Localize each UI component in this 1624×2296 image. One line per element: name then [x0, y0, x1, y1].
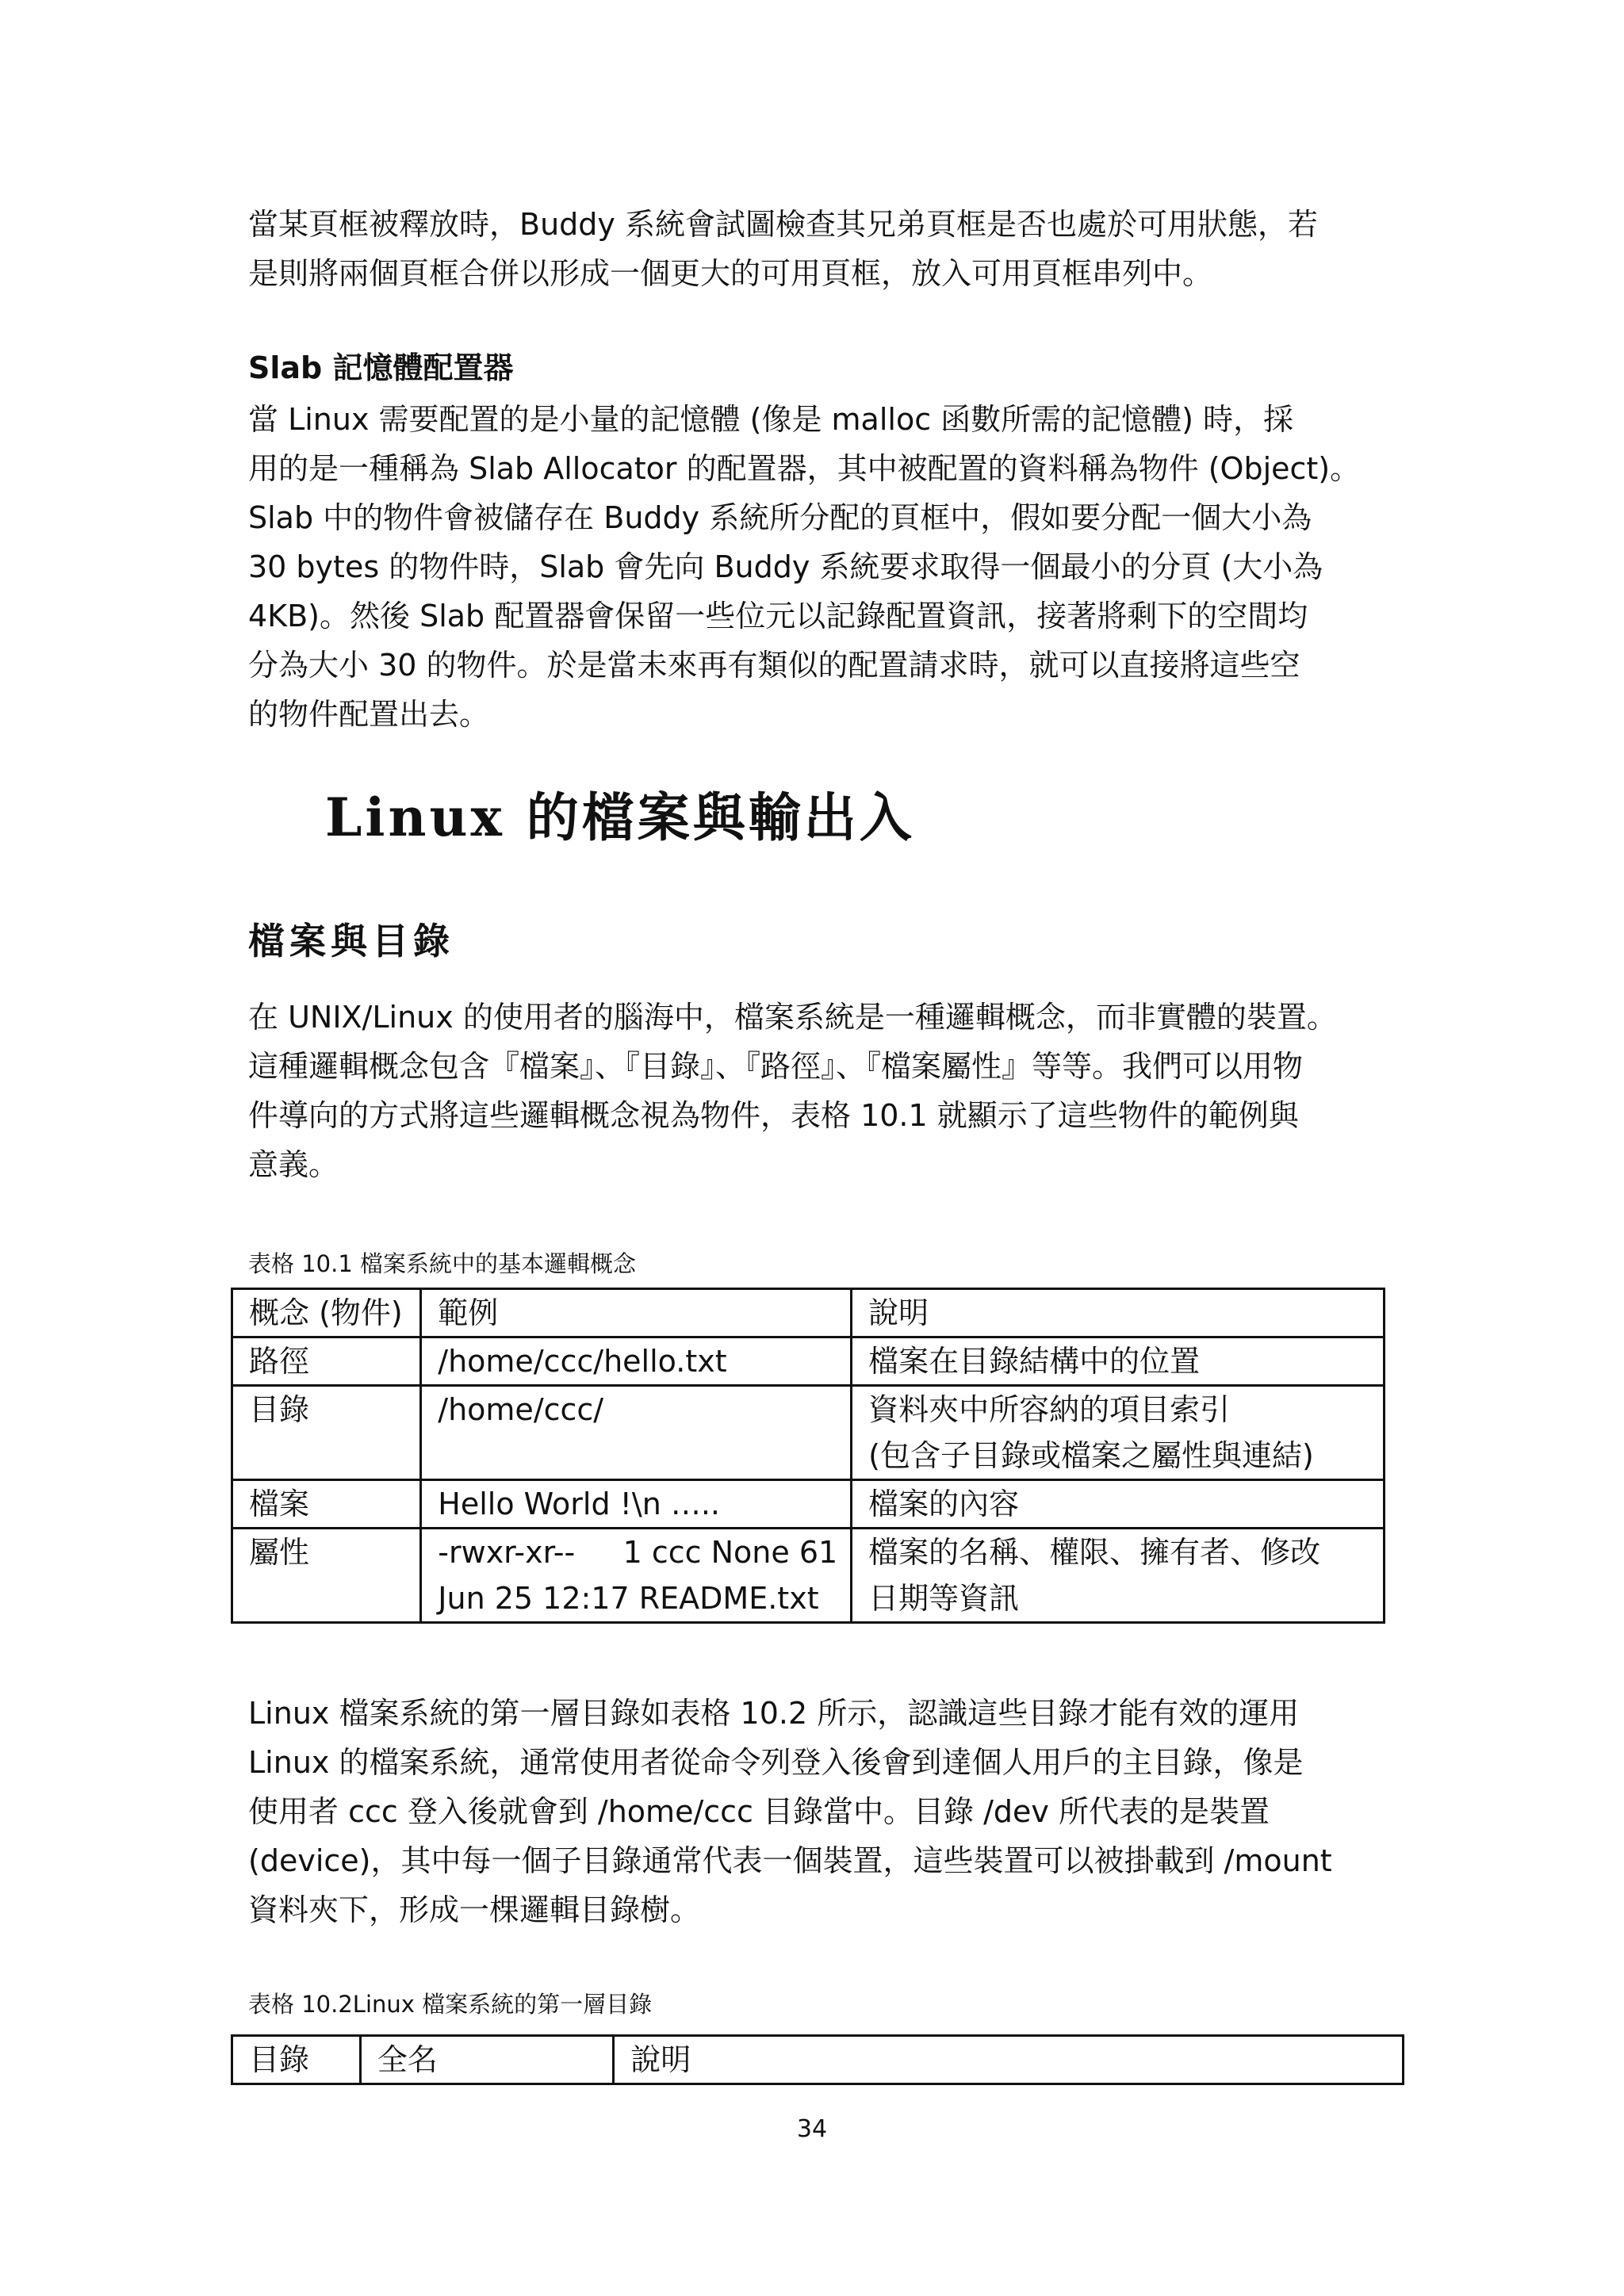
page-number: 34 — [796, 2115, 828, 2143]
description-cell — [852, 1337, 1385, 1386]
table1-caption: 表格 10.1 檔案系統中的基本邏輯概念 — [248, 1250, 637, 1277]
text-line: 4KB)。然後 Slab 配置器會保留一些位元以記錄配置資訊，接著將剩下的空間均 — [248, 599, 1308, 633]
text-line: 當某頁框被釋放時，Buddy 系統會試圖檢查其兄弟頁框是否也處於可用狀態，若 — [248, 207, 1318, 242]
table-header-row — [232, 1289, 1385, 1337]
description-cell — [852, 1480, 1385, 1529]
text-line: 在 UNIX/Linux 的使用者的腦海中，檔案系統是一種邏輯概念，而非實體的裝置。 — [248, 1000, 1337, 1035]
section-title: 檔案與目錄 — [248, 920, 454, 962]
text-line: 資料夾下，形成一棵邏輯目錄樹。 — [248, 1892, 701, 1927]
example-cell — [421, 1386, 852, 1480]
description-cell — [852, 1386, 1385, 1480]
text-line: 是則將兩個頁框合併以形成一個更大的可用頁框，放入可用頁框串列中。 — [248, 256, 1213, 291]
example-cell — [421, 1480, 852, 1529]
chapter-title: Linux 的檔案與輸出入 — [325, 786, 915, 848]
slab-paragraph — [248, 395, 1388, 739]
files-paragraph — [248, 993, 1388, 1189]
table-row — [232, 1386, 1385, 1480]
text-line: 這種邏輯概念包含『檔案』、『目錄』、『路徑』、『檔案屬性』等等。我們可以用物 — [248, 1049, 1304, 1084]
text-line: Linux 檔案系統的第一層目錄如表格 10.2 所示，認識這些目錄才能有效的運用 — [248, 1696, 1300, 1731]
header-cell: 目錄 — [232, 2036, 361, 2084]
concept-cell: 屬性 — [232, 1529, 421, 1623]
table2-caption: 表格 10.2Linux 檔案系統的第一層目錄 — [248, 1991, 653, 2018]
concept-cell: 檔案 — [232, 1480, 421, 1529]
header-cell: 全名 — [360, 2036, 613, 2084]
text-line: 分為大小 30 的物件。於是當未來再有類似的配置請求時，就可以直接將這些空 — [248, 648, 1300, 683]
intro-paragraph — [248, 200, 1388, 298]
cell-line: 檔案在目錄結構中的位置 — [868, 1344, 1201, 1379]
cell-line: (包含子目錄或檔案之屬性與連結) — [868, 1438, 1314, 1473]
cell-line: 檔案的名稱、權限、擁有者、修改 — [868, 1535, 1321, 1570]
concept-cell: 目錄 — [232, 1386, 421, 1480]
concept-cell: 路徑 — [232, 1337, 421, 1386]
text-line: Slab 中的物件會被儲存在 Buddy 系統所分配的頁框中，假如要分配一個大小為 — [248, 500, 1312, 535]
text-line: (device)，其中每一個子目錄通常代表一個裝置，這些裝置可以被掛載到 /mount — [248, 1843, 1332, 1878]
cell-line: 資料夾中所容納的項目索引 — [868, 1392, 1231, 1427]
example-cell — [421, 1529, 852, 1623]
directories-table — [231, 2034, 1404, 2085]
table-header-row — [232, 2036, 1404, 2084]
cell-line: Hello World !\n ….. — [438, 1487, 721, 1521]
text-line: 件導向的方式將這些邏輯概念視為物件，表格 10.1 就顯示了這些物件的範例與 — [248, 1098, 1299, 1133]
dirs-paragraph — [248, 1689, 1388, 1934]
cell-line: -rwxr-xr-- 1 ccc None 61 — [438, 1535, 838, 1570]
header-cell: 概念 (物件) — [232, 1289, 421, 1337]
cell-line: /home/ccc/hello.txt — [438, 1344, 727, 1379]
text-line: 使用者 ccc 登入後就會到 /home/ccc 目錄當中。目錄 /dev 所代表的是裝置 — [248, 1794, 1270, 1829]
header-cell: 說明 — [852, 1289, 1385, 1337]
text-line: Linux 的檔案系統，通常使用者從命令列登入後會到達個人用戶的主目錄，像是 — [248, 1745, 1304, 1780]
table-row — [232, 1529, 1385, 1623]
text-line: 30 bytes 的物件時，Slab 會先向 Buddy 系統要求取得一個最小的分頁 (大小為 — [248, 549, 1323, 584]
slab-heading: Slab 記憶體配置器 — [248, 350, 514, 385]
table-row — [232, 1337, 1385, 1386]
description-cell — [852, 1529, 1385, 1623]
table-row — [232, 1480, 1385, 1529]
text-line: 意義。 — [248, 1147, 339, 1182]
text-line: 當 Linux 需要配置的是小量的記憶體 (像是 malloc 函數所需的記憶體) 時，採 — [248, 402, 1294, 437]
text-line: 用的是一種稱為 Slab Allocator 的配置器，其中被配置的資料稱為物件 (Object)。 — [248, 451, 1361, 486]
header-cell: 說明 — [614, 2036, 1404, 2084]
cell-line: /home/ccc/ — [438, 1392, 604, 1427]
example-cell — [421, 1337, 852, 1386]
header-cell: 範例 — [421, 1289, 852, 1337]
concepts-table — [231, 1288, 1385, 1624]
text-line: 的物件配置出去。 — [248, 697, 490, 732]
cell-line: 日期等資訊 — [868, 1581, 1020, 1616]
cell-line: 檔案的內容 — [868, 1487, 1020, 1521]
cell-line: Jun 25 12:17 README.txt — [438, 1581, 819, 1616]
